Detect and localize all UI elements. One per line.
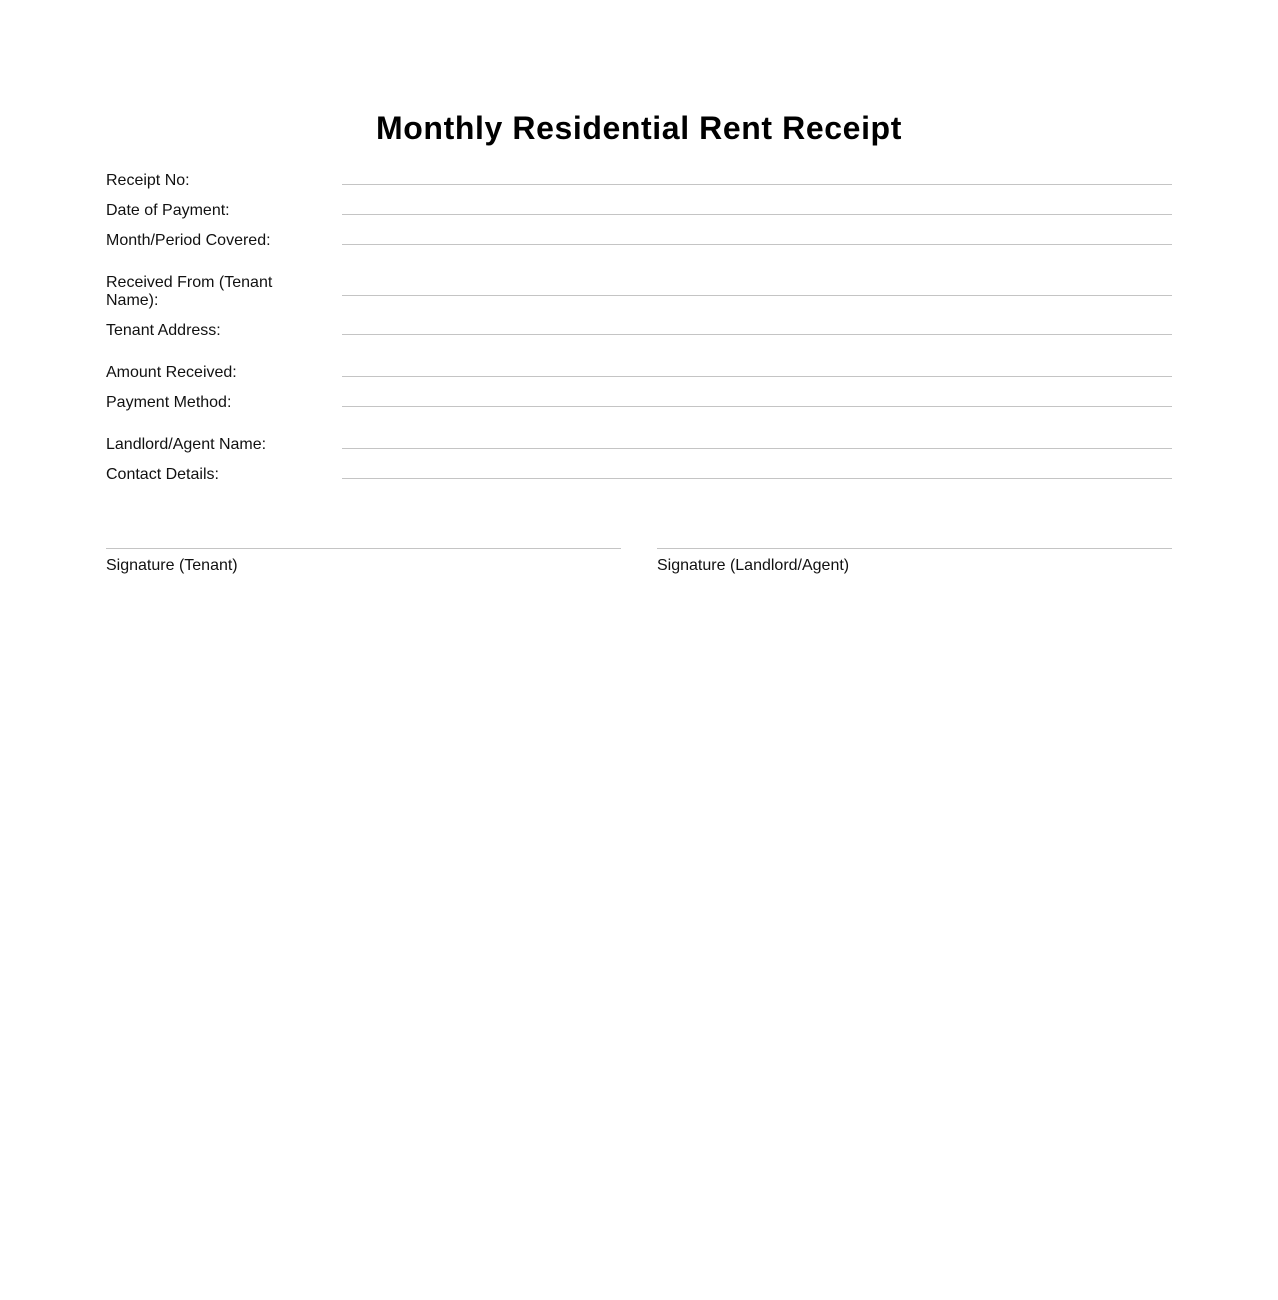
tenant-signature-block (106, 548, 621, 575)
contact-details-input-line[interactable] (342, 478, 1172, 479)
date-of-payment-input-line[interactable] (342, 214, 1172, 215)
field-label: Payment Method: (106, 394, 232, 411)
landlord-signature-block (657, 548, 1172, 575)
amount-received-input-line[interactable] (342, 376, 1172, 377)
period-covered-input-line[interactable] (342, 244, 1172, 245)
field-label: Month/Period Covered: (106, 232, 271, 249)
field-label: Landlord/Agent Name: (106, 436, 267, 453)
field-label: Amount Received: (106, 364, 237, 381)
tenant-signature-line[interactable] (106, 548, 621, 549)
receipt-no-input-line[interactable] (342, 184, 1172, 185)
tenant-signature-label: Signature (Tenant) (106, 557, 238, 574)
field-label: Date of Payment: (106, 202, 230, 219)
field-label: Tenant Address: (106, 322, 221, 339)
receipt-page (106, 0, 1172, 1300)
landlord-signature-line[interactable] (657, 548, 1172, 549)
payment-method-input-line[interactable] (342, 406, 1172, 407)
field-label: Received From (Tenant Name): (106, 274, 273, 309)
field-label: Contact Details: (106, 466, 219, 483)
landlord-name-input-line[interactable] (342, 448, 1172, 449)
landlord-signature-label: Signature (Landlord/Agent) (657, 557, 850, 574)
tenant-address-input-line[interactable] (342, 334, 1172, 335)
field-label: Receipt No: (106, 172, 190, 189)
received-from-input-line[interactable] (342, 295, 1172, 296)
page-title: Monthly Residential Rent Receipt (376, 110, 902, 146)
